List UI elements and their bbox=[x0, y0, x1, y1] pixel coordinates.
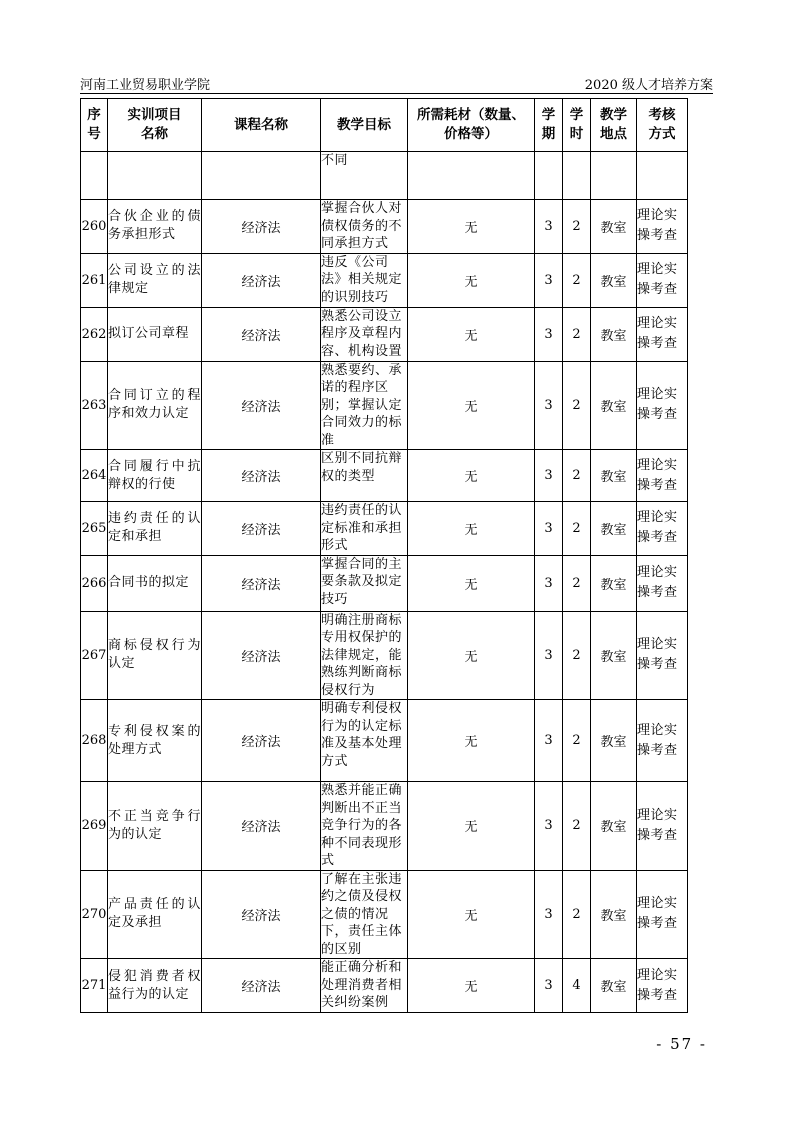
table-row bbox=[81, 200, 688, 254]
cell-term: 3 bbox=[535, 450, 563, 502]
cell-place: 教室 bbox=[591, 450, 637, 502]
cell-term: 3 bbox=[535, 870, 563, 959]
cell-project: 产品责任的认定及承担 bbox=[108, 870, 202, 959]
cell-course: 经济法 bbox=[202, 555, 321, 611]
page-number: - 57 - bbox=[656, 1035, 707, 1053]
cell-goal: 区别不同抗辩权的类型 bbox=[321, 450, 408, 502]
cell-project: 合伙企业的债务承担形式 bbox=[108, 200, 202, 254]
cell-project: 不正当竞争行为的认定 bbox=[108, 782, 202, 871]
cell-project: 公司设立的法律规定 bbox=[108, 253, 202, 307]
cell-course: 经济法 bbox=[202, 253, 321, 307]
header-course: 课程名称 bbox=[202, 99, 321, 152]
cell-hours: 2 bbox=[563, 450, 591, 502]
cell-goal: 能正确分析和处理消费者相关纠纷案例 bbox=[321, 959, 408, 1013]
cell-materials: 无 bbox=[408, 200, 535, 254]
cell-project: 违约责任的认定和承担 bbox=[108, 502, 202, 556]
header-materials: 所需耗材（数量、价格等） bbox=[408, 99, 535, 152]
cell-materials: 无 bbox=[408, 361, 535, 450]
cell-course: 经济法 bbox=[202, 870, 321, 959]
page-header bbox=[80, 72, 713, 92]
cell-project: 合同订立的程序和效力认定 bbox=[108, 361, 202, 450]
cell-place: 教室 bbox=[591, 782, 637, 871]
cell-term: 3 bbox=[535, 361, 563, 450]
cell-term: 3 bbox=[535, 782, 563, 871]
cell-place: 教室 bbox=[591, 611, 637, 700]
cell-assessment: 理论实操考查 bbox=[637, 502, 688, 556]
cell-assessment: 理论实操考查 bbox=[637, 555, 688, 611]
cell-seq: 268 bbox=[81, 700, 108, 782]
cell-project: 专利侵权案的处理方式 bbox=[108, 700, 202, 782]
cell-seq: 266 bbox=[81, 555, 108, 611]
cell-materials: 无 bbox=[408, 959, 535, 1013]
cell-empty bbox=[637, 152, 688, 200]
cell-course: 经济法 bbox=[202, 959, 321, 1013]
cell-materials: 无 bbox=[408, 700, 535, 782]
header-place: 教学地点 bbox=[591, 99, 637, 152]
table-row bbox=[81, 700, 688, 782]
cell-seq: 262 bbox=[81, 307, 108, 361]
cell-empty bbox=[408, 152, 535, 200]
cell-seq: 263 bbox=[81, 361, 108, 450]
cell-place: 教室 bbox=[591, 555, 637, 611]
header-rule bbox=[80, 93, 713, 94]
cell-term: 3 bbox=[535, 307, 563, 361]
cell-hours: 2 bbox=[563, 361, 591, 450]
cell-hours: 2 bbox=[563, 555, 591, 611]
header-goal: 教学目标 bbox=[321, 99, 408, 152]
cell-goal: 掌握合同的主要条款及拟定技巧 bbox=[321, 555, 408, 611]
cell-project: 侵犯消费者权益行为的认定 bbox=[108, 959, 202, 1013]
cell-seq: 260 bbox=[81, 200, 108, 254]
header-seq: 序号 bbox=[81, 99, 108, 152]
cell-assessment: 理论实操考查 bbox=[637, 361, 688, 450]
cell-assessment: 理论实操考查 bbox=[637, 307, 688, 361]
cell-assessment: 理论实操考查 bbox=[637, 611, 688, 700]
cell-seq: 267 bbox=[81, 611, 108, 700]
cell-goal: 明确专利侵权行为的认定标准及基本处理方式 bbox=[321, 700, 408, 782]
cell-goal-continuation: 不同 bbox=[321, 152, 408, 200]
cell-seq: 264 bbox=[81, 450, 108, 502]
cell-assessment: 理论实操考查 bbox=[637, 450, 688, 502]
cell-term: 3 bbox=[535, 555, 563, 611]
cell-empty bbox=[535, 152, 563, 200]
cell-goal: 熟悉要约、承诺的程序区别；掌握认定合同效力的标准 bbox=[321, 361, 408, 450]
cell-seq: 269 bbox=[81, 782, 108, 871]
cell-term: 3 bbox=[535, 253, 563, 307]
cell-goal: 了解在主张违约之债及侵权之债的情况下，责任主体的区别 bbox=[321, 870, 408, 959]
cell-course: 经济法 bbox=[202, 700, 321, 782]
cell-hours: 2 bbox=[563, 502, 591, 556]
header-assessment: 考核方式 bbox=[637, 99, 688, 152]
cell-hours: 2 bbox=[563, 611, 591, 700]
cell-project: 合同书的拟定 bbox=[108, 555, 202, 611]
cell-empty bbox=[108, 152, 202, 200]
cell-place: 教室 bbox=[591, 502, 637, 556]
cell-course: 经济法 bbox=[202, 361, 321, 450]
header-term: 学期 bbox=[535, 99, 563, 152]
cell-course: 经济法 bbox=[202, 502, 321, 556]
cell-project: 拟订公司章程 bbox=[108, 307, 202, 361]
table-row bbox=[81, 611, 688, 700]
cell-assessment: 理论实操考查 bbox=[637, 200, 688, 254]
header-institution: 河南工业贸易职业学院 bbox=[80, 78, 211, 93]
cell-course: 经济法 bbox=[202, 450, 321, 502]
cell-empty bbox=[591, 152, 637, 200]
cell-materials: 无 bbox=[408, 307, 535, 361]
cell-place: 教室 bbox=[591, 307, 637, 361]
cell-term: 3 bbox=[535, 611, 563, 700]
cell-hours: 2 bbox=[563, 700, 591, 782]
cell-empty bbox=[563, 152, 591, 200]
cell-seq: 265 bbox=[81, 502, 108, 556]
training-projects-table bbox=[80, 98, 688, 1013]
cell-hours: 2 bbox=[563, 870, 591, 959]
cell-hours: 2 bbox=[563, 200, 591, 254]
cell-place: 教室 bbox=[591, 361, 637, 450]
cell-hours: 2 bbox=[563, 253, 591, 307]
table-header-row bbox=[81, 99, 688, 152]
cell-assessment: 理论实操考查 bbox=[637, 253, 688, 307]
cell-seq: 271 bbox=[81, 959, 108, 1013]
cell-hours: 2 bbox=[563, 307, 591, 361]
header-document-title: 2020 级人才培养方案 bbox=[584, 78, 713, 93]
cell-course: 经济法 bbox=[202, 782, 321, 871]
table-row bbox=[81, 307, 688, 361]
cell-term: 3 bbox=[535, 959, 563, 1013]
cell-term: 3 bbox=[535, 502, 563, 556]
cell-materials: 无 bbox=[408, 253, 535, 307]
cell-assessment: 理论实操考查 bbox=[637, 700, 688, 782]
cell-course: 经济法 bbox=[202, 611, 321, 700]
cell-goal: 掌握合伙人对债权债务的不同承担方式 bbox=[321, 200, 408, 254]
table-row bbox=[81, 502, 688, 556]
table-row bbox=[81, 253, 688, 307]
cell-place: 教室 bbox=[591, 870, 637, 959]
cell-place: 教室 bbox=[591, 253, 637, 307]
cell-seq: 270 bbox=[81, 870, 108, 959]
cell-materials: 无 bbox=[408, 611, 535, 700]
cell-term: 3 bbox=[535, 200, 563, 254]
table-row bbox=[81, 450, 688, 502]
cell-assessment: 理论实操考查 bbox=[637, 870, 688, 959]
cell-hours: 4 bbox=[563, 959, 591, 1013]
cell-course: 经济法 bbox=[202, 307, 321, 361]
cell-goal: 熟悉公司设立程序及章程内容、机构设置 bbox=[321, 307, 408, 361]
cell-seq: 261 bbox=[81, 253, 108, 307]
cell-goal: 违约责任的认定标准和承担形式 bbox=[321, 502, 408, 556]
table-row bbox=[81, 782, 688, 871]
cell-hours: 2 bbox=[563, 782, 591, 871]
cell-materials: 无 bbox=[408, 502, 535, 556]
cell-goal: 熟悉并能正确判断出不正当竞争行为的各种不同表现形式 bbox=[321, 782, 408, 871]
cell-place: 教室 bbox=[591, 959, 637, 1013]
header-project: 实训项目名称 bbox=[108, 99, 202, 152]
cell-project: 商标侵权行为认定 bbox=[108, 611, 202, 700]
table-row bbox=[81, 361, 688, 450]
cell-empty bbox=[202, 152, 321, 200]
header-hours: 学时 bbox=[563, 99, 591, 152]
continuation-row bbox=[81, 152, 688, 200]
cell-empty bbox=[81, 152, 108, 200]
cell-term: 3 bbox=[535, 700, 563, 782]
cell-assessment: 理论实操考查 bbox=[637, 782, 688, 871]
cell-goal: 违反《公司法》相关规定的识别技巧 bbox=[321, 253, 408, 307]
cell-goal: 明确注册商标专用权保护的法律规定，能熟练判断商标侵权行为 bbox=[321, 611, 408, 700]
cell-materials: 无 bbox=[408, 450, 535, 502]
cell-materials: 无 bbox=[408, 782, 535, 871]
cell-place: 教室 bbox=[591, 700, 637, 782]
cell-assessment: 理论实操考查 bbox=[637, 959, 688, 1013]
cell-course: 经济法 bbox=[202, 200, 321, 254]
cell-place: 教室 bbox=[591, 200, 637, 254]
cell-materials: 无 bbox=[408, 870, 535, 959]
table-row bbox=[81, 555, 688, 611]
cell-materials: 无 bbox=[408, 555, 535, 611]
cell-project: 合同履行中抗辩权的行使 bbox=[108, 450, 202, 502]
table-row bbox=[81, 959, 688, 1013]
table-row bbox=[81, 870, 688, 959]
